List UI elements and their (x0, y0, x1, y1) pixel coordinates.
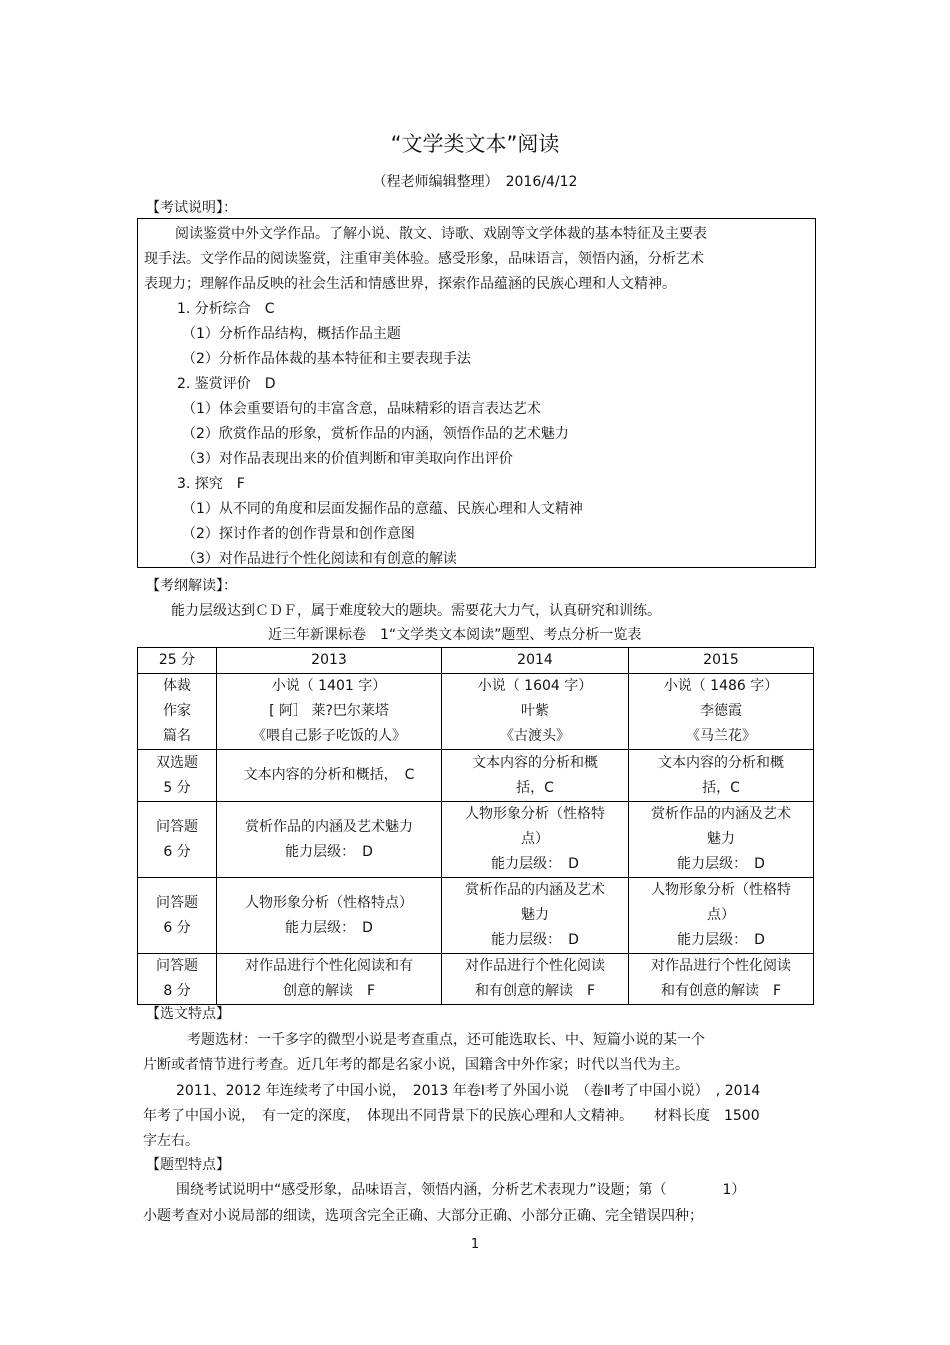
selection-paragraph-line: 年考了中国小说， 有一定的深度， 体现出不同背景下的民族心理和人文精神。 材料长度 1500 (143, 1108, 760, 1124)
cell-line: 文本内容的分析和概括， C (243, 767, 415, 783)
table-cell (442, 674, 629, 750)
cell-line: 能力层级： D (491, 932, 579, 948)
cell-line: 李德霞 (700, 703, 742, 719)
row-label-cell (138, 750, 217, 802)
table-cell (217, 954, 442, 1005)
cell-line: 《马兰花》 (686, 728, 756, 744)
cell-line: 问答题 (156, 894, 198, 911)
cell-line: 小说（ 1604 字） (477, 678, 593, 694)
table-cell (442, 802, 629, 878)
exam-item: 1. 分析综合 C (177, 301, 275, 317)
exam-desc-heading: 【考试说明】： (146, 200, 237, 216)
intro-line-2: 现手法。文学作品的阅读鉴赏，注重审美体验。感受形象，品味语言，领悟内涵，分析艺术 (144, 251, 704, 267)
outline-text: 能力层级达到ＣＤＦ，属于难度较大的题块。需要花大力气，认真研究和训练。 (171, 603, 661, 619)
cell-line: 括，C (516, 779, 554, 796)
question-type-line: 围绕考试说明中“感受形象，品味语言，领悟内涵，分析艺术表现力”设题；第（ 1） (176, 1182, 746, 1198)
exam-item: （2）分析作品体裁的基本特征和主要表现手法 (182, 351, 471, 367)
selection-paragraph-line: 字左右。 (143, 1133, 199, 1149)
cell-line: 能力层级： D (491, 856, 579, 872)
outline-heading: 【考纲解读】： (146, 578, 237, 594)
table-header-cell: 2014 (442, 648, 629, 674)
row-label-cell (138, 802, 217, 878)
table-header-cell: 25 分 (138, 648, 217, 674)
cell-line: 体裁 (163, 678, 191, 694)
selection-paragraph-line: 片断或者情节进行考查。近几年考的都是名家小说，国籍含中外作家；时代以当代为主。 (143, 1057, 689, 1073)
row-label-cell (138, 674, 217, 750)
table-row (138, 878, 814, 954)
cell-line: 双选题 (156, 754, 198, 771)
table-cell (217, 750, 442, 802)
table-cell (629, 802, 814, 878)
question-type-heading: 【题型特点】 (146, 1157, 230, 1173)
cell-line: 人物形象分析（性格特 (651, 882, 791, 898)
cell-line: 文本内容的分析和概 (658, 754, 784, 771)
cell-line: 文本内容的分析和概 (472, 754, 598, 771)
cell-line: 赏析作品的内涵及艺术 (465, 882, 605, 898)
row-label-cell (138, 878, 217, 954)
cell-line: 问答题 (156, 818, 198, 835)
table-row (138, 750, 814, 802)
cell-line: 创意的解读 F (282, 983, 376, 999)
selection-heading: 【选文特点】 (146, 1006, 230, 1022)
exam-item: （1）从不同的角度和层面发掘作品的意蕴、民族心理和人文精神 (182, 501, 583, 517)
cell-line: 能力层级： D (677, 856, 765, 872)
selection-paragraph-line: 2011、2012 年连续考了中国小说， 2013 年卷Ⅰ考了外国小说 （卷Ⅱ考了中国小说） , 2014 (176, 1083, 761, 1099)
exam-item: （1）分析作品结构，概括作品主题 (182, 326, 401, 342)
cell-line: 作家 (163, 703, 191, 719)
cell-line: 赏析作品的内涵及艺术魅力 (245, 818, 413, 835)
cell-line: 能力层级： D (285, 919, 373, 936)
exam-desc-box (137, 218, 816, 568)
intro-line-3: 表现力；理解作品反映的社会生活和情感世界，探索作品蕴涵的民族心理和人文精神。 (144, 276, 676, 292)
document-title: “文学类文本”阅读 (390, 132, 560, 156)
cell-line: 对作品进行个性化阅读 (651, 958, 791, 974)
cell-line: 篇名 (163, 728, 191, 744)
cell-line: 问答题 (156, 958, 198, 974)
table-cell (217, 802, 442, 878)
cell-line: 《喂自己影子吃饭的人》 (252, 728, 406, 744)
table-header-cell: 2015 (629, 648, 814, 674)
table-cell (217, 674, 442, 750)
table-cell (442, 750, 629, 802)
intro-line-1: 阅读鉴赏中外文学作品。了解小说、散文、诗歌、戏剧等文学体裁的基本特征及主要表 (175, 226, 707, 242)
cell-line: 能力层级： D (677, 932, 765, 948)
cell-line: 魅力 (707, 831, 735, 847)
cell-line: 6 分 (163, 919, 191, 936)
exam-item: （3）对作品进行个性化阅读和有创意的解读 (182, 551, 457, 567)
table-cell (217, 878, 442, 954)
table-cell (629, 878, 814, 954)
cell-line: 和有创意的解读 F (660, 983, 782, 999)
cell-line: 小说（ 1486 字） (663, 678, 779, 694)
table-cell (629, 750, 814, 802)
cell-line: 赏析作品的内涵及艺术 (651, 806, 791, 822)
cell-line: 5 分 (163, 779, 191, 796)
cell-line: 魅力 (521, 907, 549, 923)
cell-line: 小说（ 1401 字） (271, 678, 387, 694)
table-cell (442, 954, 629, 1005)
cell-line: 和有创意的解读 F (474, 983, 596, 999)
exam-item: 2. 鉴赏评价 D (177, 376, 276, 392)
document-subtitle: （程老师编辑整理） 2016/4/12 (372, 174, 578, 190)
cell-line: 点） (521, 831, 549, 847)
cell-line: 8 分 (163, 983, 191, 999)
cell-line: 人物形象分析（性格特 (465, 806, 605, 822)
cell-line: 6 分 (163, 843, 191, 860)
cell-line: 能力层级： D (285, 843, 373, 860)
analysis-table (137, 647, 814, 1005)
cell-line: 人物形象分析（性格特点） (245, 894, 413, 911)
cell-line: [ 阿］ 莱?巴尔莱塔 (269, 703, 389, 719)
table-row (138, 802, 814, 878)
cell-line: 点） (707, 907, 735, 923)
page-number: 1 (470, 1237, 480, 1252)
table-header-cell: 2013 (217, 648, 442, 674)
table-caption: 近三年新课标卷 1“文学类文本阅读”题型、考点分析一览表 (268, 627, 642, 643)
table-cell (442, 878, 629, 954)
cell-line: 括，C (702, 779, 740, 796)
table-row (138, 674, 814, 750)
cell-line: 《古渡头》 (500, 728, 570, 744)
cell-line: 叶紫 (521, 703, 549, 719)
exam-item: （1）体会重要语句的丰富含意，品味精彩的语言表达艺术 (182, 401, 541, 417)
cell-line: 对作品进行个性化阅读和有 (245, 958, 413, 974)
table-cell (629, 674, 814, 750)
exam-item: （2）探讨作者的创作背景和创作意图 (182, 526, 415, 542)
exam-item: 3. 探究 F (177, 476, 245, 492)
row-label-cell (138, 954, 217, 1005)
exam-item: （2）欣赏作品的形象，赏析作品的内涵，领悟作品的艺术魅力 (182, 426, 569, 442)
table-header-row (138, 648, 814, 674)
table-row (138, 954, 814, 1005)
exam-item: （3）对作品表现出来的价值判断和审美取向作出评价 (182, 451, 513, 467)
question-type-line: 小题考查对小说局部的细读，选项含完全正确、大部分正确、小部分正确、完全错误四种； (143, 1208, 703, 1224)
cell-line: 对作品进行个性化阅读 (465, 958, 605, 974)
table-cell (629, 954, 814, 1005)
selection-paragraph-line: 考题选材：一千多字的微型小说是考查重点，还可能选取长、中、短篇小说的某一个 (187, 1032, 705, 1048)
